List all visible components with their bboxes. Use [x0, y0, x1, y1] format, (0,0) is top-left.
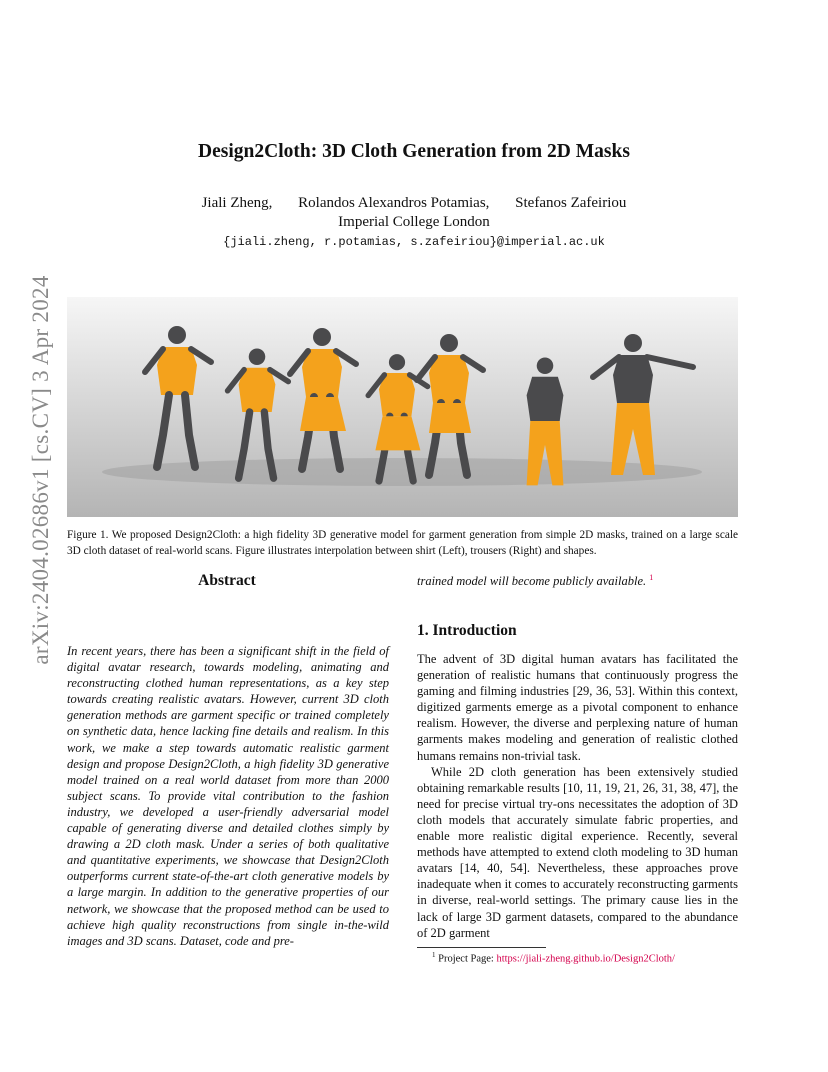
- abstract-text: In recent years, there has been a significant shift in the field of digital avatar research, towards modeling, animating and reconstructing clothed human representations, as a key step towards creating realistic avatars. However, current 3D cloth generation methods are garment specific or trained completely on synthetic data, hence lacking fine details and realism. In this work, we make a step towards automatic realistic garment design and propose Design2Cloth, a high fidelity 3D generative model trained on a real world dataset from more than 2000 subject scans. To provide vital contribution to the fashion industry, we developed a user-friendly adversarial model capable of generating diverse and detailed clothes simply by drawing a 2D cloth mask. Under a series of both qualitative and quantitative experiments, we showcase that Design2Cloth outperforms current state-of-the-art cloth generative models by a large margin. In addition to the generative properties of our network, we showcase that the proposed method can be used to achieve high quality reconstructions from single in-the-wild images and 3D scans. Dataset, code and pre-: [67, 644, 389, 948]
- author-3: Stefanos Zafeiriou: [515, 195, 627, 211]
- arxiv-stamp: [26, 275, 56, 665]
- footnote-rule: [417, 947, 546, 948]
- intro-paragraph-1: The advent of 3D digital human avatars has facilitated the generation of realistic humans that continuously progress the gaming and filming industries [29, 36, 53]. Within this context, digitized garments emerge as a pivotal component to enhance realism. However, the diverse and perplexing nature of human garments makes modeling and generation of realistic clothed humans remains non-trivial task.: [417, 652, 738, 763]
- affiliation: Imperial College London: [338, 214, 490, 230]
- paper-title: Design2Cloth: 3D Cloth Generation from 2D Masks: [198, 141, 630, 162]
- author-1: Jiali Zheng,: [201, 195, 273, 211]
- teaser-figure: [67, 297, 738, 517]
- abstract-heading: Abstract: [198, 572, 256, 589]
- intro-paragraph-2: While 2D cloth generation has been extensively studied obtaining remarkable results [10, 11, 19, 21, 26, 31, 38, 47], the need for precise virtual try-ons necessitates the adoption of 3D cloth models that accurately simulate fabric properties, and enable more realistic digital experience. Recently, several methods have attempted to extend cloth modeling to 3D human avatars [14, 40, 54]. Nevertheless, these approaches prove inadequate when it comes to accurately reconstructing garments in diverse, real-world settings. The primary cause lies in the lack of large 3D garment datasets, compared to the abundance of 2D garment: [417, 764, 738, 940]
- author-list: [0, 195, 828, 212]
- footnote-marker: 1: [432, 951, 436, 959]
- footnote-reference[interactable]: 1: [649, 573, 654, 582]
- introduction-body: [417, 651, 738, 941]
- footnote-label: Project Page:: [438, 953, 494, 965]
- introduction-heading: 1. Introduction: [417, 622, 517, 639]
- author-emails: {jiali.zheng, r.potamias, s.zafeiriou}@imperial.ac.uk: [223, 235, 605, 249]
- arxiv-stamp-text: arXiv:2404.02686v1 [cs.CV] 3 Apr 2024: [28, 275, 53, 665]
- author-2: Rolandos Alexandros Potamias,: [298, 195, 490, 211]
- abstract-continuation-text: trained model will become publicly available.: [417, 574, 647, 589]
- figure-caption: Figure 1. We proposed Design2Cloth: a high fidelity 3D generative model for garment generation from simple 2D masks, trained on a large scale 3D cloth dataset of real-world scans. Figure illustrates interpolation between shirt (Left), trousers (Right) and shapes.: [67, 529, 738, 557]
- footnote: [432, 951, 675, 965]
- project-page-link[interactable]: https://jiali-zheng.github.io/Design2Cloth/: [496, 953, 675, 965]
- abstract-continuation: [417, 573, 738, 589]
